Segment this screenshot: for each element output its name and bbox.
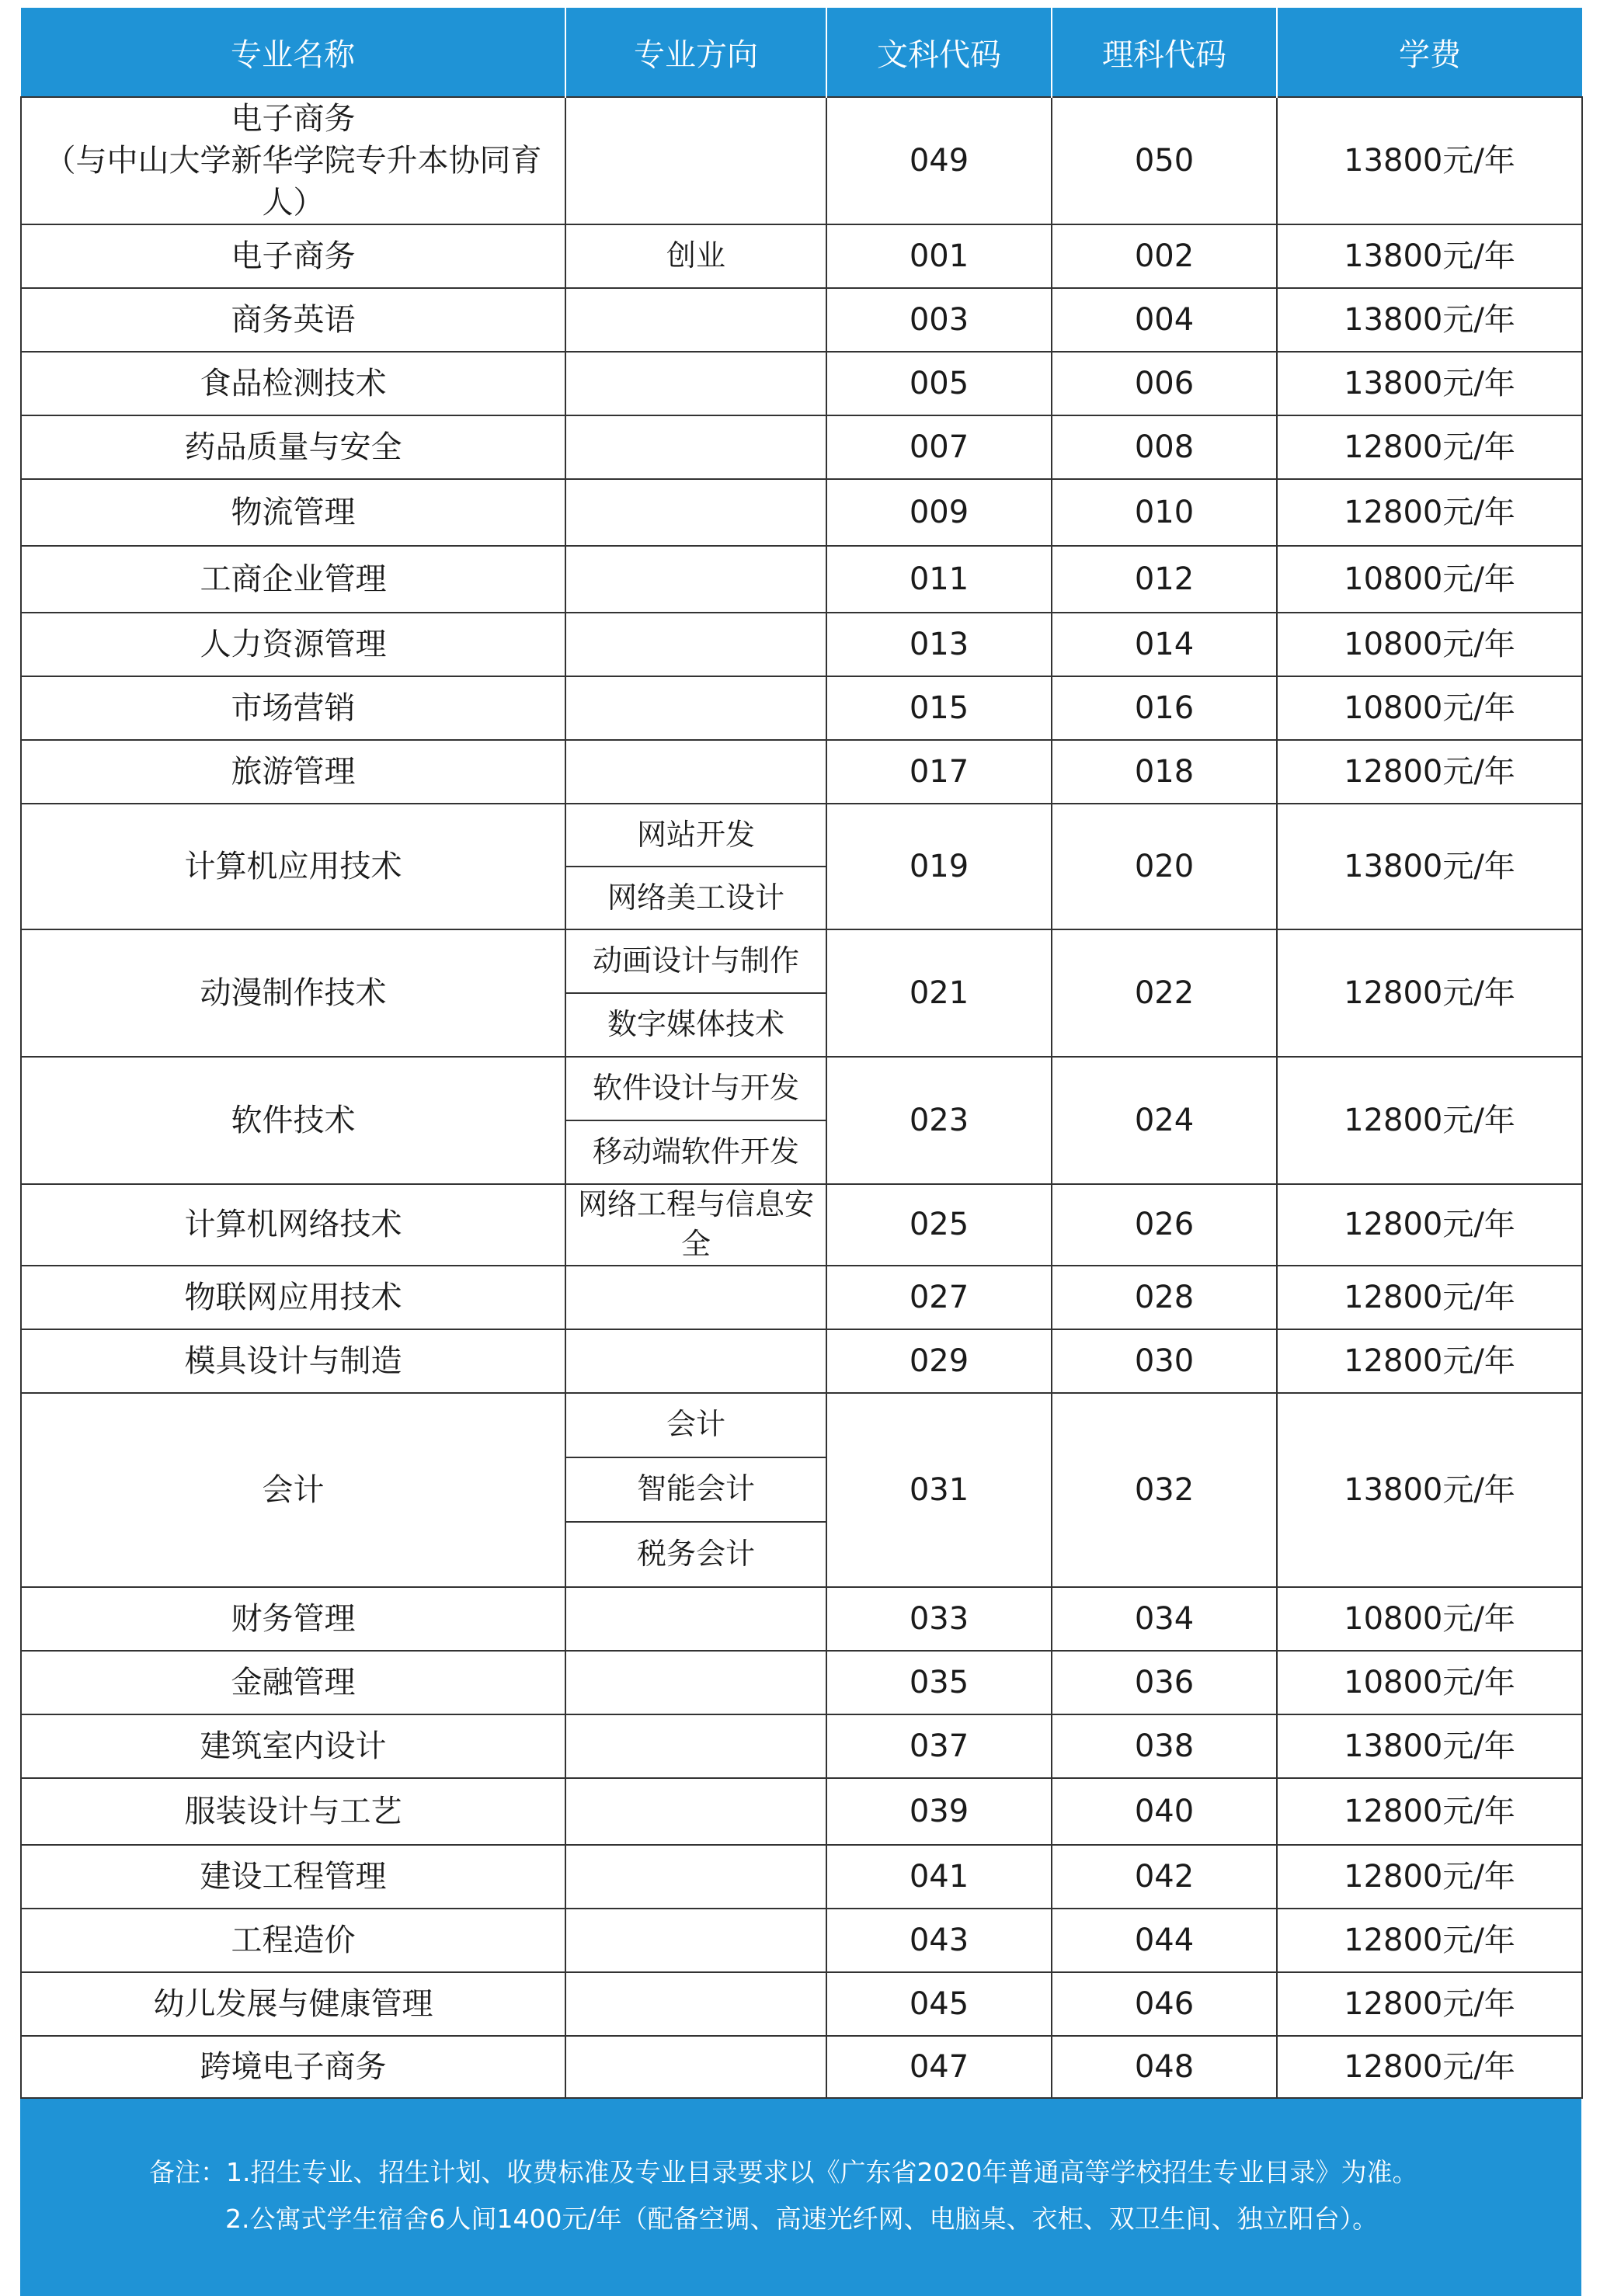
major-name: 食品检测技术 — [200, 366, 387, 401]
table-row — [21, 1845, 1582, 1909]
fee-cell: 13800元/年 — [1277, 224, 1582, 288]
fee-cell: 12800元/年 — [1277, 1057, 1582, 1184]
science-code-cell: 020 — [1052, 804, 1277, 929]
direction-cell: 网络美工设计 — [565, 867, 826, 929]
direction-cell — [565, 1778, 826, 1845]
table-row — [21, 1329, 1582, 1393]
science-code-cell: 016 — [1052, 676, 1277, 740]
science-code-cell: 006 — [1052, 352, 1277, 415]
major-name: 市场营销 — [231, 690, 356, 726]
arts-code-cell: 037 — [826, 1714, 1052, 1778]
science-code-cell: 026 — [1052, 1184, 1277, 1266]
arts-code-cell: 031 — [826, 1393, 1052, 1587]
header-direction: 专业方向 — [565, 8, 826, 97]
fee-cell: 12800元/年 — [1277, 2036, 1582, 2098]
major-name-cell — [21, 1651, 565, 1714]
major-name: 计算机应用技术 — [184, 849, 402, 884]
science-code-cell: 050 — [1052, 97, 1277, 224]
enrollment-table-container — [20, 8, 1581, 2296]
arts-code-cell: 017 — [826, 740, 1052, 804]
table-row — [21, 415, 1582, 479]
direction-cell — [565, 415, 826, 479]
fee-cell: 10800元/年 — [1277, 613, 1582, 676]
table-row — [21, 479, 1582, 546]
fee-cell: 12800元/年 — [1277, 929, 1582, 1057]
fee-cell: 12800元/年 — [1277, 1184, 1582, 1266]
fee-cell: 13800元/年 — [1277, 1393, 1582, 1587]
arts-code-cell: 025 — [826, 1184, 1052, 1266]
table-row — [21, 804, 1582, 867]
direction-cell: 动画设计与制作 — [565, 929, 826, 993]
table-row — [21, 1972, 1582, 2036]
major-name: 旅游管理 — [231, 754, 356, 790]
direction-cell — [565, 97, 826, 224]
fee-cell: 12800元/年 — [1277, 740, 1582, 804]
direction-cell: 税务会计 — [565, 1522, 826, 1587]
enrollment-table — [20, 8, 1583, 2099]
fee-cell: 12800元/年 — [1277, 415, 1582, 479]
arts-code-cell: 011 — [826, 546, 1052, 613]
major-name-cell — [21, 676, 565, 740]
table-header-row — [21, 8, 1582, 97]
major-name: 电子商务 — [231, 101, 356, 137]
fee-cell: 12800元/年 — [1277, 1329, 1582, 1393]
direction-cell: 软件设计与开发 — [565, 1057, 826, 1120]
major-name-note: （与中山大学新华学院专升本协同育人） — [44, 143, 542, 221]
direction-cell: 网站开发 — [565, 804, 826, 867]
arts-code-cell: 045 — [826, 1972, 1052, 2036]
science-code-cell: 046 — [1052, 1972, 1277, 2036]
fee-cell: 12800元/年 — [1277, 1972, 1582, 2036]
direction-cell — [565, 1587, 826, 1651]
major-name-cell — [21, 1393, 565, 1587]
fee-cell: 10800元/年 — [1277, 676, 1582, 740]
major-name-cell — [21, 1057, 565, 1184]
table-row — [21, 546, 1582, 613]
science-code-cell: 028 — [1052, 1266, 1277, 1329]
science-code-cell: 036 — [1052, 1651, 1277, 1714]
major-name-cell — [21, 1329, 565, 1393]
major-name: 财务管理 — [231, 1600, 356, 1637]
table-row — [21, 613, 1582, 676]
table-row — [21, 929, 1582, 993]
fee-cell: 12800元/年 — [1277, 1845, 1582, 1909]
major-name-cell — [21, 97, 565, 224]
header-fee: 学费 — [1277, 8, 1582, 97]
science-code-cell: 034 — [1052, 1587, 1277, 1651]
arts-code-cell: 033 — [826, 1587, 1052, 1651]
note-line-2: 2.公寓式学生宿舍6人间1400元/年（配备空调、高速光纤网、电脑桌、衣柜、双卫生间、独立阳台）。 — [225, 2203, 1379, 2234]
direction-cell — [565, 613, 826, 676]
direction-cell — [565, 2036, 826, 2098]
arts-code-cell: 001 — [826, 224, 1052, 288]
science-code-cell: 032 — [1052, 1393, 1277, 1587]
major-name: 物流管理 — [231, 495, 356, 530]
table-row — [21, 1393, 1582, 1457]
table-row — [21, 2036, 1582, 2098]
direction-cell — [565, 479, 826, 546]
table-row — [21, 1778, 1582, 1845]
major-name-cell — [21, 1266, 565, 1329]
arts-code-cell: 007 — [826, 415, 1052, 479]
table-row — [21, 676, 1582, 740]
science-code-cell: 008 — [1052, 415, 1277, 479]
header-major: 专业名称 — [21, 8, 565, 97]
arts-code-cell: 009 — [826, 479, 1052, 546]
science-code-cell: 038 — [1052, 1714, 1277, 1778]
direction-cell: 网络工程与信息安全 — [565, 1184, 826, 1266]
arts-code-cell: 043 — [826, 1909, 1052, 1972]
major-name: 工商企业管理 — [200, 561, 387, 597]
science-code-cell: 004 — [1052, 288, 1277, 352]
fee-cell: 10800元/年 — [1277, 1651, 1582, 1714]
major-name: 软件技术 — [231, 1103, 356, 1138]
direction-cell — [565, 676, 826, 740]
table-row — [21, 1909, 1582, 1972]
major-name-cell — [21, 740, 565, 804]
major-name: 跨境电子商务 — [200, 2048, 387, 2085]
major-name-cell — [21, 2036, 565, 2098]
arts-code-cell: 041 — [826, 1845, 1052, 1909]
major-name-cell — [21, 804, 565, 929]
arts-code-cell: 005 — [826, 352, 1052, 415]
header-science-code: 理科代码 — [1052, 8, 1277, 97]
major-name-cell — [21, 929, 565, 1057]
direction-cell — [565, 288, 826, 352]
arts-code-cell: 013 — [826, 613, 1052, 676]
arts-code-cell: 049 — [826, 97, 1052, 224]
direction-cell — [565, 1845, 826, 1909]
table-row — [21, 288, 1582, 352]
arts-code-cell: 039 — [826, 1778, 1052, 1845]
arts-code-cell: 047 — [826, 2036, 1052, 2098]
major-name: 动漫制作技术 — [200, 975, 387, 1011]
major-name-cell — [21, 479, 565, 546]
fee-cell: 13800元/年 — [1277, 288, 1582, 352]
major-name-cell — [21, 415, 565, 479]
major-name: 幼儿发展与健康管理 — [153, 1985, 433, 2022]
fee-cell: 12800元/年 — [1277, 479, 1582, 546]
fee-cell: 13800元/年 — [1277, 804, 1582, 929]
fee-cell: 13800元/年 — [1277, 352, 1582, 415]
table-row — [21, 740, 1582, 804]
table-row — [21, 1651, 1582, 1714]
arts-code-cell: 035 — [826, 1651, 1052, 1714]
arts-code-cell: 029 — [826, 1329, 1052, 1393]
major-name-cell — [21, 1587, 565, 1651]
major-name-cell — [21, 1845, 565, 1909]
major-name: 人力资源管理 — [200, 627, 387, 662]
science-code-cell: 012 — [1052, 546, 1277, 613]
direction-cell: 移动端软件开发 — [565, 1120, 826, 1184]
major-name-cell — [21, 352, 565, 415]
direction-cell — [565, 1714, 826, 1778]
header-arts-code: 文科代码 — [826, 8, 1052, 97]
fee-cell: 10800元/年 — [1277, 1587, 1582, 1651]
arts-code-cell: 027 — [826, 1266, 1052, 1329]
direction-cell: 创业 — [565, 224, 826, 288]
table-body — [21, 97, 1582, 2098]
table-row — [21, 1057, 1582, 1120]
major-name-cell — [21, 1714, 565, 1778]
table-row — [21, 1184, 1582, 1266]
major-name: 模具设计与制造 — [184, 1343, 402, 1379]
table-row — [21, 1266, 1582, 1329]
table-row — [21, 224, 1582, 288]
major-name: 金融管理 — [231, 1664, 356, 1700]
science-code-cell: 010 — [1052, 479, 1277, 546]
major-name: 电子商务 — [231, 238, 356, 274]
direction-cell — [565, 1972, 826, 2036]
major-name: 建设工程管理 — [200, 1858, 387, 1895]
science-code-cell: 030 — [1052, 1329, 1277, 1393]
arts-code-cell: 023 — [826, 1057, 1052, 1184]
direction-cell: 智能会计 — [565, 1457, 826, 1522]
direction-cell — [565, 1651, 826, 1714]
major-name-cell — [21, 613, 565, 676]
science-code-cell: 044 — [1052, 1909, 1277, 1972]
arts-code-cell: 003 — [826, 288, 1052, 352]
major-name: 工程造价 — [231, 1922, 356, 1958]
major-name-cell — [21, 1909, 565, 1972]
fee-cell: 10800元/年 — [1277, 546, 1582, 613]
table-row — [21, 97, 1582, 224]
science-code-cell: 040 — [1052, 1778, 1277, 1845]
major-name: 服装设计与工艺 — [184, 1793, 402, 1829]
table-row — [21, 1714, 1582, 1778]
note-line-1: 备注：1.招生专业、招生计划、收费标准及专业目录要求以《广东省2020年普通高等学校招生专业目录》为准。 — [149, 2156, 1418, 2187]
major-name-cell — [21, 1972, 565, 2036]
science-code-cell: 002 — [1052, 224, 1277, 288]
major-name: 会计 — [262, 1471, 325, 1508]
direction-cell — [565, 1909, 826, 1972]
fee-cell: 13800元/年 — [1277, 97, 1582, 224]
major-name-cell — [21, 288, 565, 352]
direction-cell: 数字媒体技术 — [565, 993, 826, 1057]
direction-cell: 会计 — [565, 1393, 826, 1457]
major-name: 商务英语 — [231, 302, 356, 338]
science-code-cell: 042 — [1052, 1845, 1277, 1909]
fee-cell: 13800元/年 — [1277, 1714, 1582, 1778]
arts-code-cell: 019 — [826, 804, 1052, 929]
science-code-cell: 024 — [1052, 1057, 1277, 1184]
major-name: 药品质量与安全 — [184, 429, 402, 465]
fee-cell: 12800元/年 — [1277, 1266, 1582, 1329]
table-row — [21, 1587, 1582, 1651]
direction-cell — [565, 1266, 826, 1329]
direction-cell — [565, 352, 826, 415]
direction-cell — [565, 546, 826, 613]
major-name: 建筑室内设计 — [200, 1728, 387, 1764]
science-code-cell: 018 — [1052, 740, 1277, 804]
science-code-cell: 022 — [1052, 929, 1277, 1057]
major-name-cell — [21, 1184, 565, 1266]
arts-code-cell: 015 — [826, 676, 1052, 740]
major-name-cell — [21, 1778, 565, 1845]
major-name: 计算机网络技术 — [184, 1207, 402, 1243]
notes-box — [20, 2099, 1581, 2296]
direction-cell — [565, 1329, 826, 1393]
science-code-cell: 014 — [1052, 613, 1277, 676]
major-name: 物联网应用技术 — [184, 1279, 402, 1315]
fee-cell: 12800元/年 — [1277, 1909, 1582, 1972]
science-code-cell: 048 — [1052, 2036, 1277, 2098]
fee-cell: 12800元/年 — [1277, 1778, 1582, 1845]
major-name-cell — [21, 224, 565, 288]
table-row — [21, 352, 1582, 415]
direction-cell — [565, 740, 826, 804]
arts-code-cell: 021 — [826, 929, 1052, 1057]
major-name-cell — [21, 546, 565, 613]
